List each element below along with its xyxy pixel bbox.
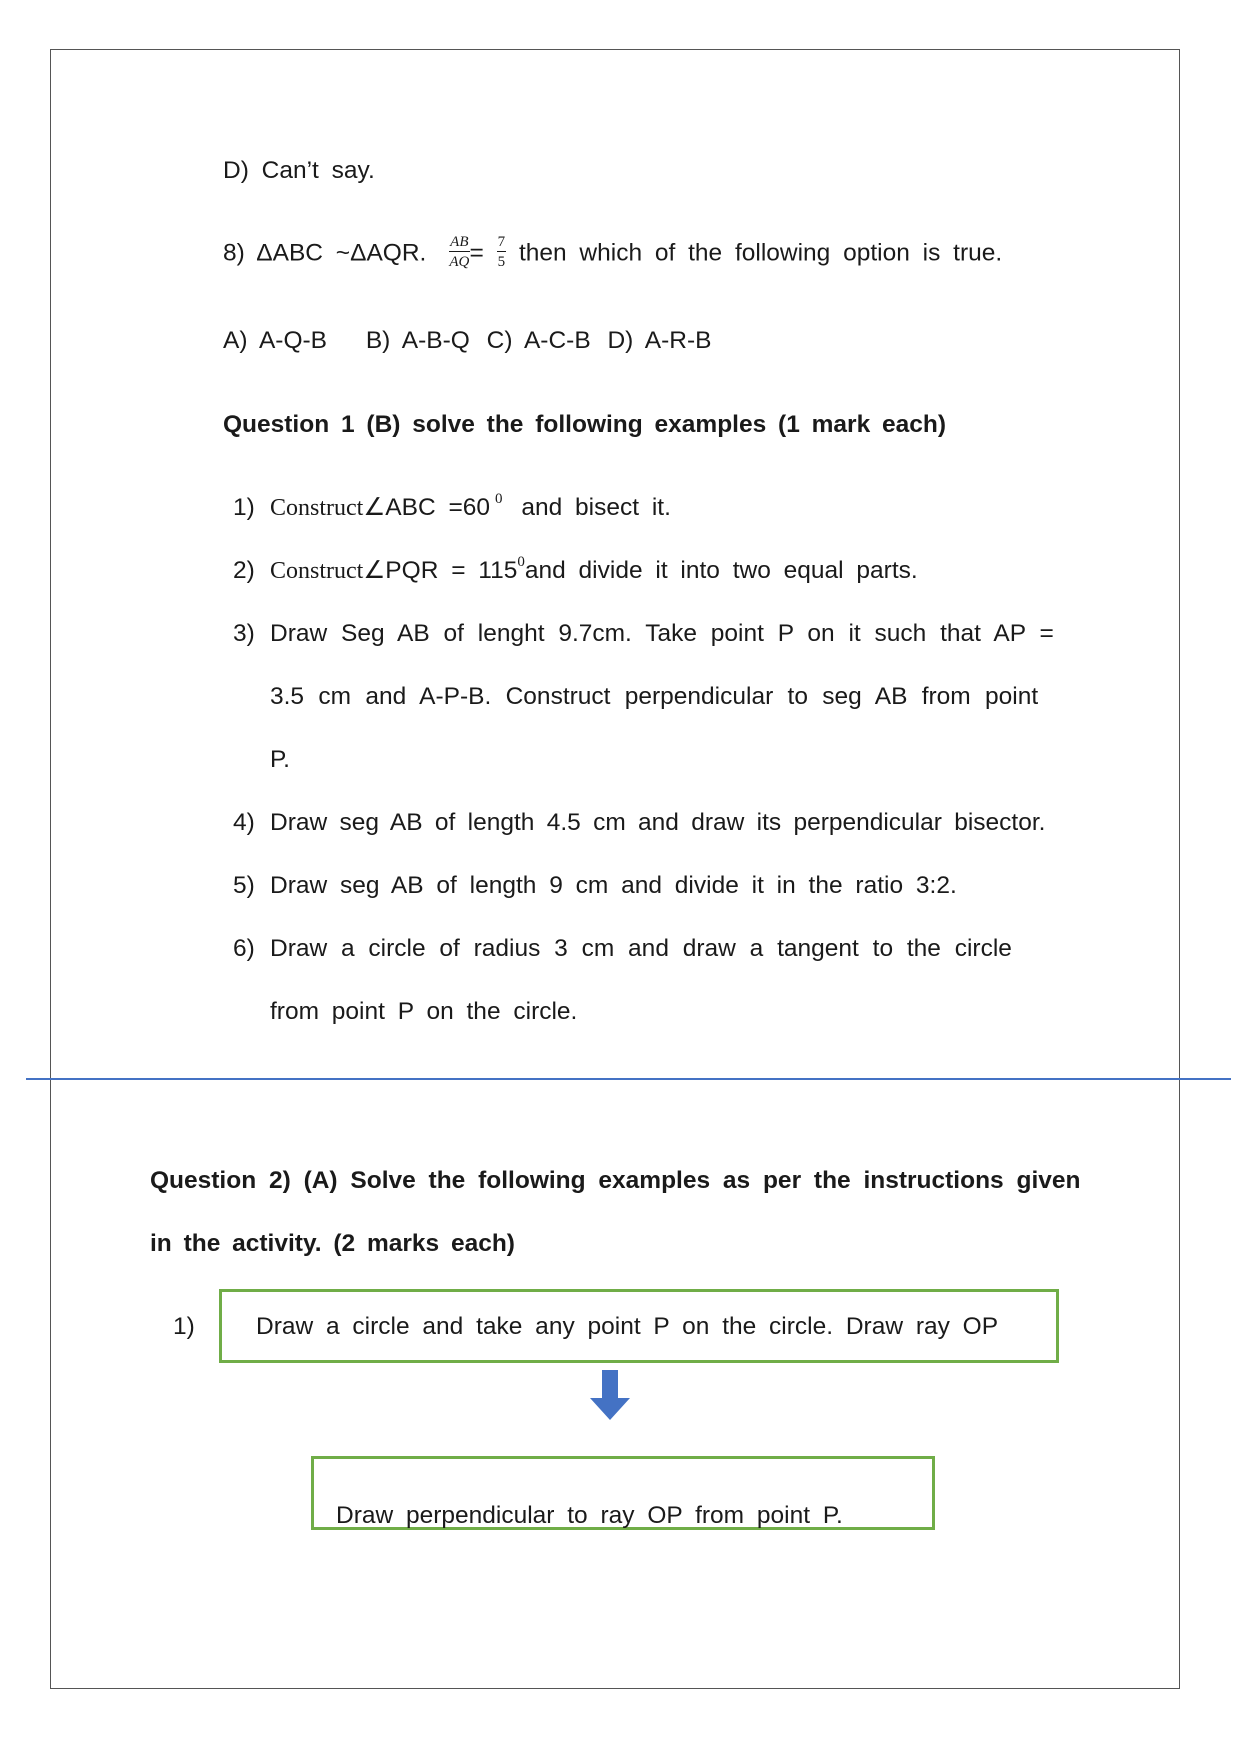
item-3-line-3: P.	[270, 746, 290, 773]
frac-denominator: 5	[497, 254, 506, 270]
section-2a-heading-line-2: in the activity. (2 marks each)	[150, 1230, 515, 1257]
section-1b-heading: Question 1 (B) solve the following examples (1 mark each)	[223, 411, 947, 438]
degree-superscript: 0	[495, 491, 503, 507]
construct-word: Construct	[270, 495, 364, 521]
q8-question	[223, 234, 1003, 270]
item-3-line-1: Draw Seg AB of lenght 9.7cm. Take point P on it such that AP =	[270, 620, 1054, 647]
down-arrow-shape	[590, 1370, 630, 1420]
item-3-number: 3)	[233, 620, 255, 647]
frac-denominator: AQ	[449, 254, 470, 270]
angle-expression: ∠ABC =60	[363, 494, 491, 521]
q8-option-a: A) A-Q-B	[223, 327, 328, 354]
item-2-text	[270, 556, 918, 586]
item-1-text	[270, 493, 671, 523]
q8-fraction-ab-aq	[449, 234, 469, 270]
activity-step-box-1	[219, 1289, 1059, 1363]
construct-word: Construct	[270, 558, 364, 584]
q8-fraction-7-5	[497, 234, 507, 270]
item-2-number: 2)	[233, 557, 255, 584]
item-1-rest: and bisect it.	[521, 494, 671, 521]
degree-superscript: 0	[517, 554, 525, 570]
section-divider	[26, 1078, 1231, 1080]
activity-1-number: 1)	[173, 1313, 195, 1340]
item-4-number: 4)	[233, 809, 255, 836]
frac-numerator: 7	[497, 234, 506, 250]
activity-step-box-2	[311, 1456, 935, 1530]
item-4-line-1: Draw seg AB of length 4.5 cm and draw its perpendicular bisector.	[270, 809, 1046, 836]
q8-suffix: then which of the following option is true.	[518, 239, 1003, 267]
item-5-number: 5)	[233, 872, 255, 899]
down-arrow-icon	[590, 1370, 630, 1420]
q8-option-c: C) A-C-B	[486, 327, 591, 354]
q8-option-b: B) A-B-Q	[365, 327, 470, 354]
item-6-number: 6)	[233, 935, 255, 962]
page-border	[50, 49, 1180, 1689]
item-6-line-1: Draw a circle of radius 3 cm and draw a tangent to the circle	[270, 935, 1012, 962]
activity-step-2-text: Draw perpendicular to ray OP from point P.	[336, 1502, 843, 1529]
q8-prefix: 8) ΔABC ~ΔAQR.	[223, 239, 427, 267]
item-5-line-1: Draw seg AB of length 9 cm and divide it in the ratio 3:2.	[270, 872, 957, 899]
item-6-line-2: from point P on the circle.	[270, 998, 578, 1025]
activity-step-1-text: Draw a circle and take any point P on the circle. Draw ray OP	[256, 1313, 999, 1340]
q8-options	[223, 326, 711, 356]
frac-numerator: AB	[450, 234, 469, 250]
q8-option-d: D) A-R-B	[607, 327, 712, 354]
q8-equals: =	[469, 239, 484, 267]
item-1-number: 1)	[233, 494, 255, 521]
item-3-line-2: 3.5 cm and A-P-B. Construct perpendicular to seg AB from point	[270, 683, 1039, 710]
angle-expression: ∠PQR = 115	[363, 557, 518, 584]
q7-option-d: D) Can’t say.	[223, 157, 375, 184]
section-2a-heading-line-1: Question 2) (A) Solve the following examples as per the instructions given	[150, 1167, 1081, 1194]
item-2-rest: and divide it into two equal parts.	[524, 557, 918, 584]
